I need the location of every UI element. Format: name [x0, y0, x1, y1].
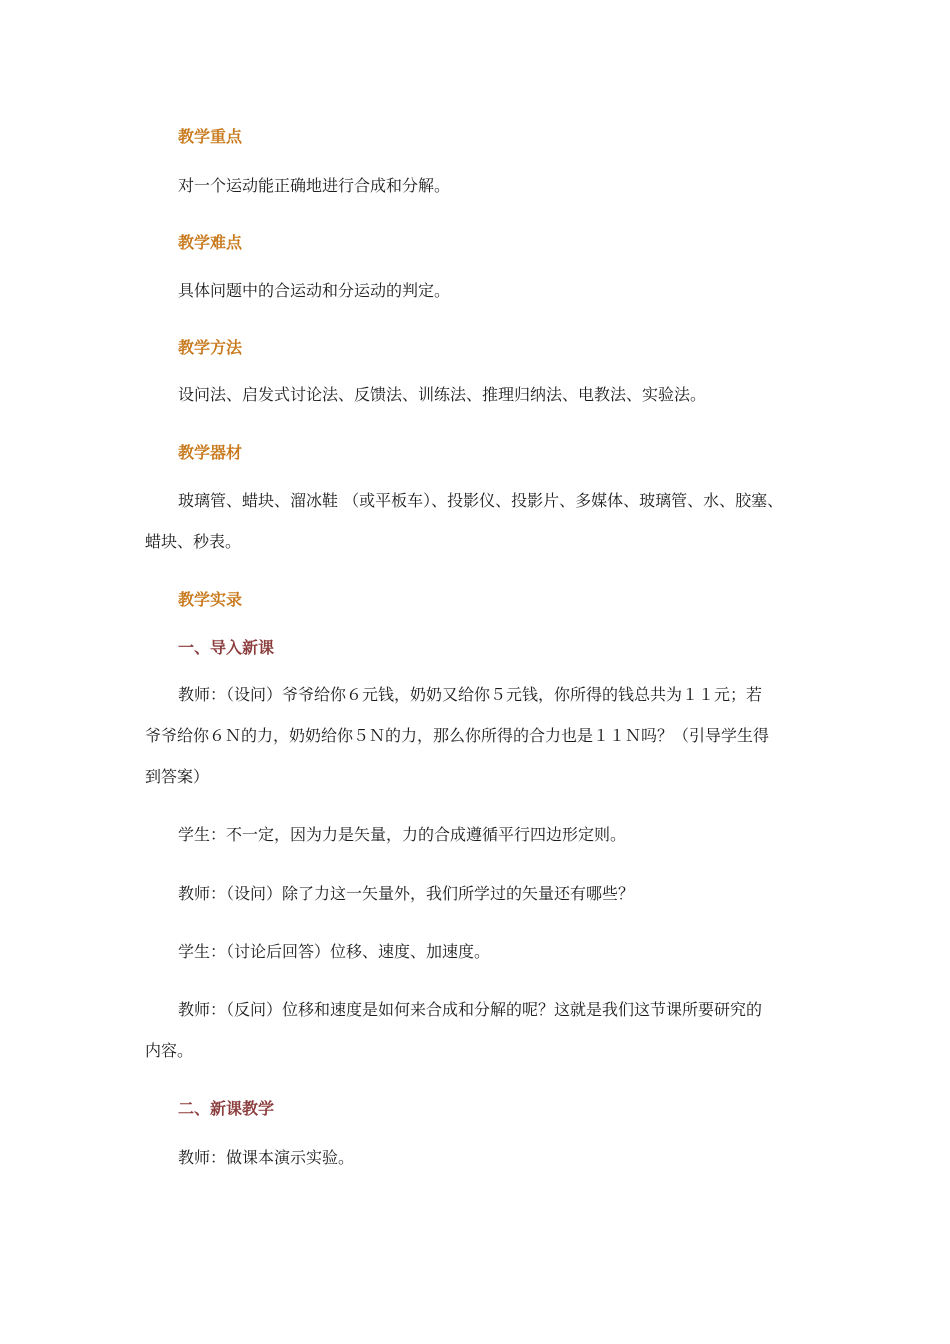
heading-teaching-record: 教学实录 [178, 590, 243, 609]
record-p1-line-1: 教师：（设问）爷爷给你６元钱，奶奶又给你５元钱，你所得的钱总共为１１元；若 [178, 685, 763, 704]
record-p1-line-2: 爷爷给你６Ｎ的力，奶奶给你５Ｎ的力，那么你所得的合力也是１１Ｎ吗？（引导学生得 [145, 726, 770, 745]
record-paragraph-4: 学生：（讨论后回答）位移、速度、加速度。 [178, 942, 491, 961]
heading-key-points: 教学重点 [178, 127, 243, 146]
record-paragraph-2: 学生：不一定，因为力是矢量，力的合成遵循平行四边形定则。 [178, 825, 627, 844]
key-points-text: 对一个运动能正确地进行合成和分解。 [178, 176, 451, 195]
materials-paragraph [145, 480, 825, 562]
record-p1-line-3: 到答案） [145, 767, 210, 786]
heading-methods: 教学方法 [178, 338, 243, 357]
heading-part-1: 一、导入新课 [178, 638, 275, 657]
record-p5-line-2: 内容。 [145, 1041, 194, 1060]
materials-line-1: 玻璃管、蜡块、溜冰鞋 （或平板车）、投影仪、投影片、多媒体、玻璃管、水、胶塞、 [178, 491, 784, 510]
record-part2-paragraph-1: 教师：做课本演示实验。 [178, 1148, 355, 1167]
materials-line-2: 蜡块、秒表。 [145, 532, 242, 551]
record-p5-line-1: 教师：（反问）位移和速度是如何来合成和分解的呢？这就是我们这节课所要研究的 [178, 1000, 763, 1019]
heading-part-2: 二、新课教学 [178, 1099, 275, 1118]
heading-materials: 教学器材 [178, 443, 243, 462]
record-paragraph-3: 教师：（设问）除了力这一矢量外，我们所学过的矢量还有哪些？ [178, 884, 635, 903]
record-paragraph-1 [145, 674, 825, 797]
difficulties-text: 具体问题中的合运动和分运动的判定。 [178, 281, 451, 300]
heading-difficulties: 教学难点 [178, 233, 243, 252]
methods-text: 设问法、启发式讨论法、反馈法、训练法、推理归纳法、电教法、实验法。 [178, 385, 707, 404]
record-paragraph-5 [145, 989, 825, 1071]
